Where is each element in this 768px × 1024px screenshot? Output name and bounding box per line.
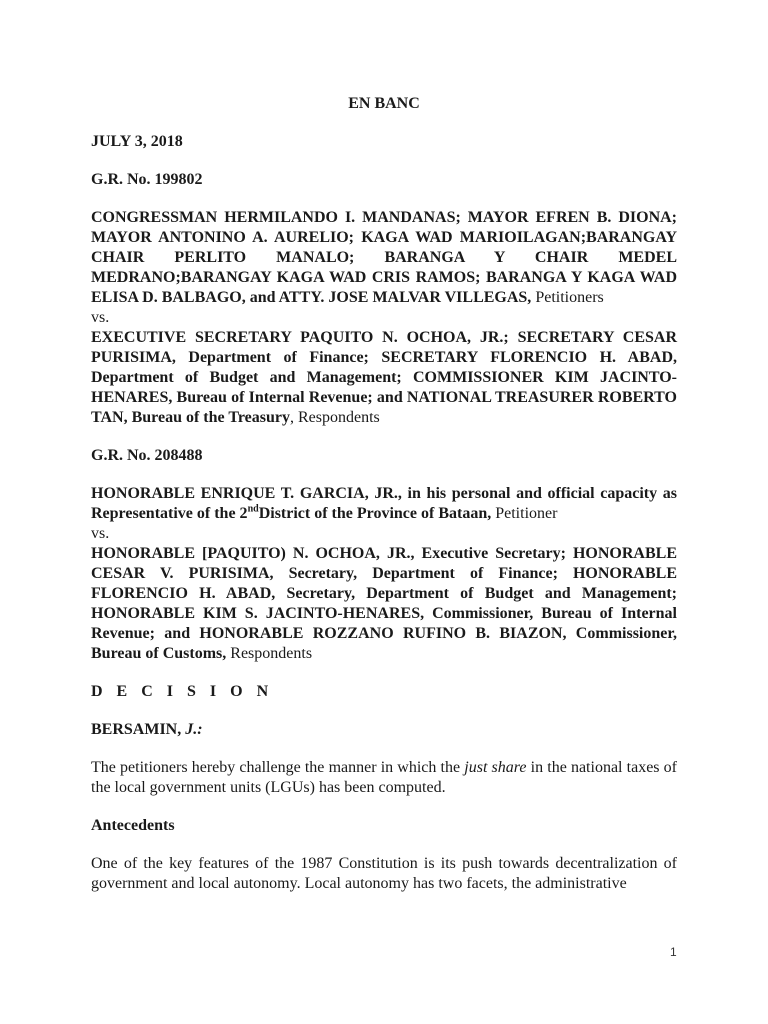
- case1-respondents: [91, 328, 677, 428]
- decision-date: JULY 3, 2018: [91, 133, 183, 150]
- case1-gr-number: G.R. No. 199802: [91, 171, 203, 188]
- case1-versus: vs.: [91, 309, 110, 326]
- case1-respondents-names: EXECUTIVE SECRETARY PAQUITO N. OCHOA, JR.; SECRETARY CESAR PURISIMA, Department of Finance; SECRETARY FLORENCIO H. ABAD, Department of Budget and Management; COMMISSIONER KIM JACINTO-HENARES, Bureau of Internal Revenue; and NATIONAL TREASURER ROBERTO TAN, Bureau of the Treasury: [91, 329, 677, 426]
- ponente-title: J.:: [185, 721, 203, 738]
- case2-respondents: [91, 544, 677, 664]
- section-heading-antecedents: Antecedents: [91, 817, 175, 834]
- intro-emphasis: just share: [464, 759, 527, 776]
- decision-heading: D E C I S I O N: [91, 683, 274, 700]
- intro-paragraph: [91, 758, 677, 798]
- case2-versus: vs.: [91, 525, 110, 542]
- case2-petitioner: [91, 484, 677, 524]
- intro-before: The petitioners hereby challenge the manner in which the: [91, 759, 465, 776]
- intro-after: in the national taxes of the local government units (LGUs) has been computed.: [91, 759, 678, 796]
- ponente-name: BERSAMIN,: [91, 721, 182, 738]
- case2-gr-number: G.R. No. 208488: [91, 447, 203, 464]
- case1-petitioners-role: Petitioners: [531, 289, 604, 306]
- case2-respondents-names: HONORABLE [PAQUITO) N. OCHOA, JR., Executive Secretary; HONORABLE CESAR V. PURISIMA, Secretary, Department of Finance; HONORABLE FLORENCIO H. ABAD, Secretary, Department of Budget and Management; HONORABLE KIM S. JACINTO-HENARES, Commissioner, Bureau of Internal Revenue; and HONORABLE ROZZANO RUFINO B. BIAZON, Commissioner, Bureau of Customs,: [91, 545, 677, 662]
- case2-petitioner-name: HONORABLE ENRIQUE T. GARCIA, JR., in his personal and official capacity as Representative of the 2: [91, 485, 677, 522]
- page-number: 1: [670, 945, 677, 959]
- case1-respondents-role: , Respondents: [289, 409, 380, 426]
- case2-petitioner-role: Petitioner: [491, 505, 558, 522]
- document-body: [91, 94, 677, 894]
- case1-petitioners: [91, 208, 677, 308]
- case2-petitioner-ordinal: nd: [247, 503, 259, 515]
- ponente-line: [91, 720, 677, 740]
- antecedents-paragraph: One of the key features of the 1987 Constitution is its push towards decentralization of government and local autonomy. Local autonomy has two facets, the administrative: [91, 855, 677, 892]
- case2-respondents-role: Respondents: [226, 645, 313, 662]
- court-division: EN BANC: [348, 95, 420, 112]
- case1-petitioners-names: CONGRESSMAN HERMILANDO I. MANDANAS; MAYOR EFREN B. DIONA; MAYOR ANTONINO A. AURELIO; KAGA WAD MARIOILAGAN;BARANGAY CHAIR PERLITO MANALO; BARANGA Y CHAIR MEDEL MEDRANO;BARANGAY KAGA WAD CRIS RAMOS; BARANGA Y KAGA WAD ELISA D. BALBAGO, and ATTY. JOSE MALVAR VILLEGAS,: [91, 209, 677, 306]
- case2-petitioner-district: District of the Province of Bataan,: [258, 505, 492, 522]
